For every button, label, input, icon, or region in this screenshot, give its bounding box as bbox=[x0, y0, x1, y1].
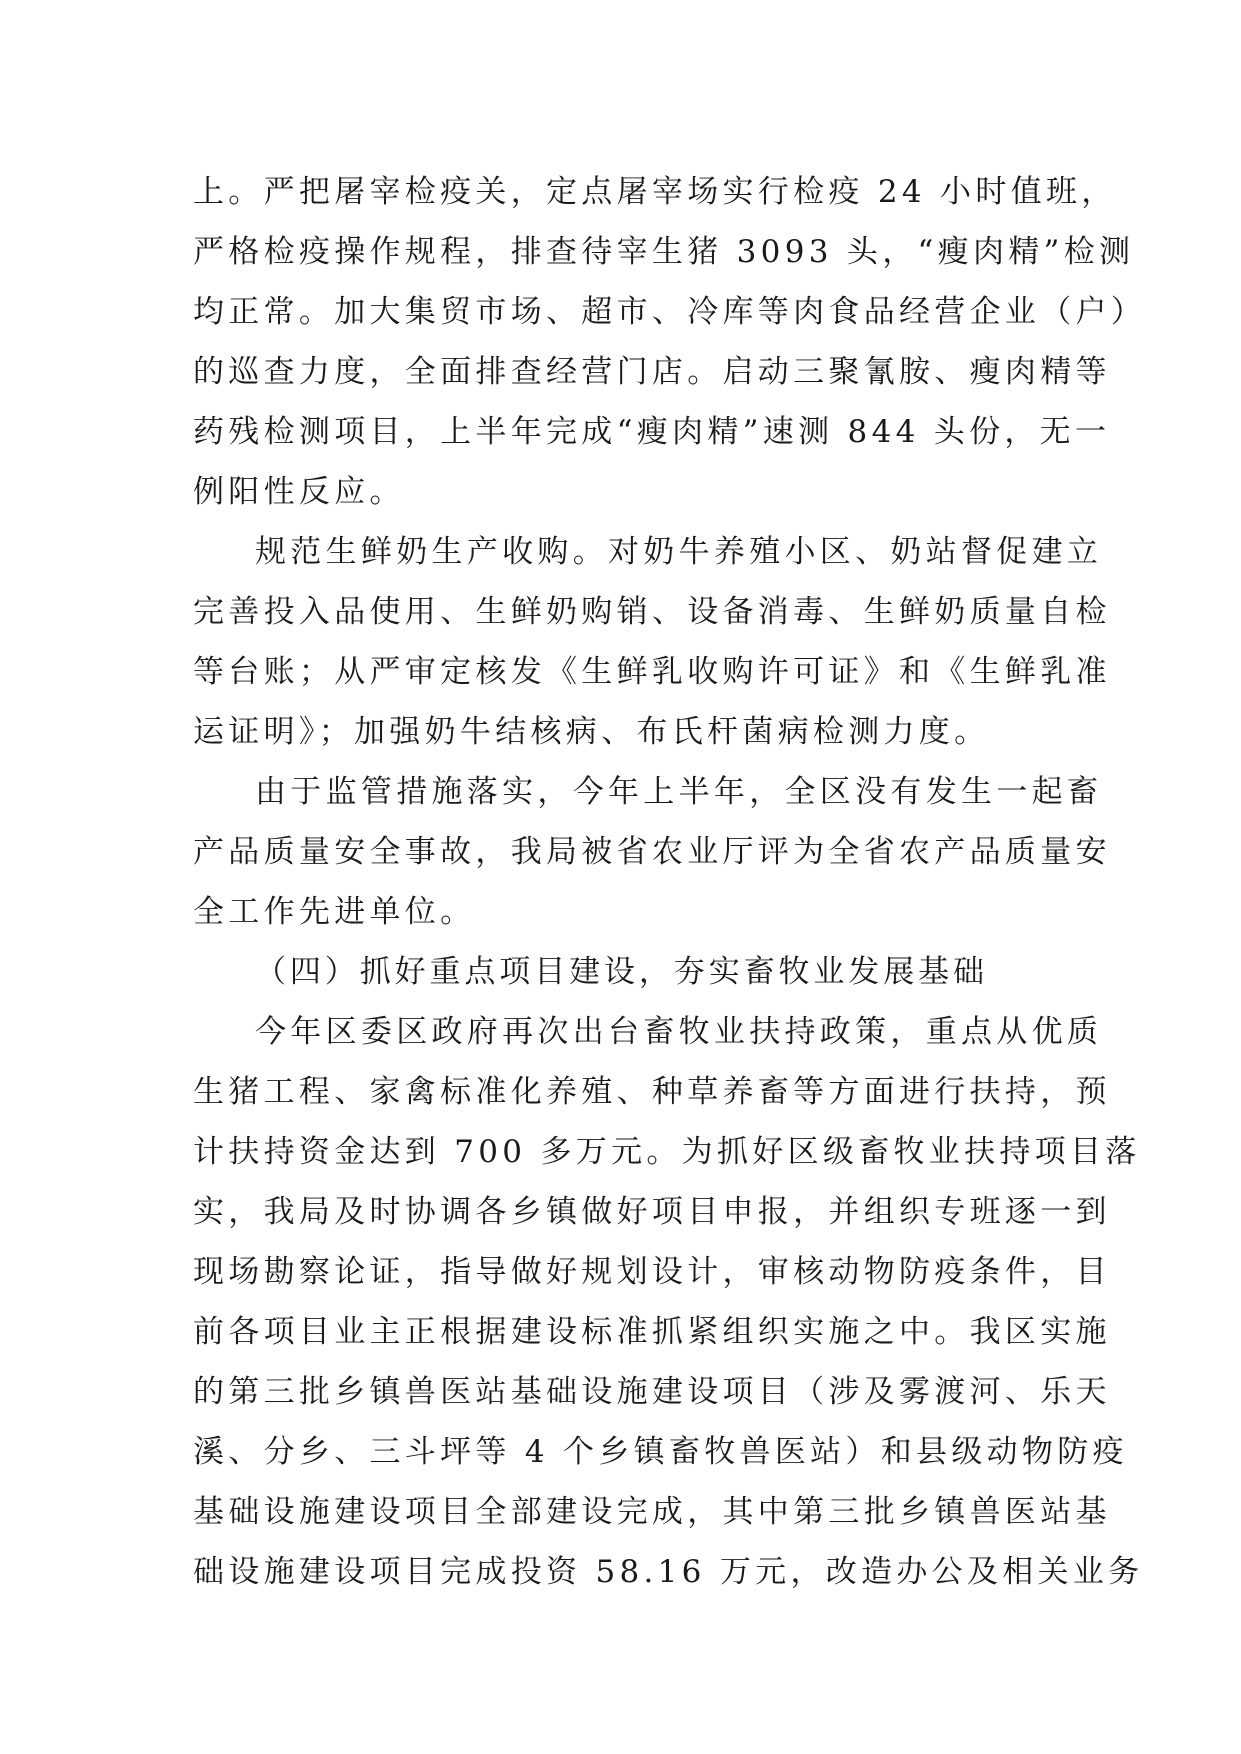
body-text-line: 基础设施建设项目全部建设完成，其中第三批乡镇兽医站基 bbox=[193, 1494, 1111, 1530]
body-text-line: 药残检测项目，上半年完成“瘦肉精”速测 844 头份，无一 bbox=[193, 414, 1111, 450]
body-text-line: 严格检疫操作规程，排查待宰生猪 3093 头，“瘦肉精”检测 bbox=[193, 234, 1135, 270]
body-text-line: 计扶持资金达到 700 多万元。为抓好区级畜牧业扶持项目落 bbox=[193, 1134, 1141, 1170]
body-text-line: 全工作先进单位。 bbox=[193, 894, 476, 930]
body-text-line: 例阳性反应。 bbox=[193, 474, 405, 510]
body-text-line: 现场勘察论证，指导做好规划设计，审核动物防疫条件，目 bbox=[193, 1254, 1111, 1290]
body-text-line: 完善投入品使用、生鲜奶购销、设备消毒、生鲜奶质量自检 bbox=[193, 594, 1111, 630]
paragraph-first-line: 今年区委区政府再次出台畜牧业扶持政策，重点从优质 bbox=[255, 1014, 1103, 1050]
paragraph-first-line: 规范生鲜奶生产收购。对奶牛养殖小区、奶站督促建立 bbox=[255, 534, 1103, 570]
body-text-line: 等台账；从严审定核发《生鲜乳收购许可证》和《生鲜乳准 bbox=[193, 654, 1111, 690]
body-text-line: 础设施建设项目完成投资 58.16 万元，改造办公及相关业务 bbox=[193, 1554, 1144, 1590]
body-text-line: 溪、分乡、三斗坪等 4 个乡镇畜牧兽医站）和县级动物防疫 bbox=[193, 1434, 1128, 1470]
paragraph-first-line: 由于监管措施落实，今年上半年，全区没有发生一起畜 bbox=[255, 774, 1103, 810]
body-text-line: 的巡查力度，全面排查经营门店。启动三聚氰胺、瘦肉精等 bbox=[193, 354, 1111, 390]
body-text-line: 运证明》；加强奶牛结核病、布氏杆菌病检测力度。 bbox=[193, 714, 990, 750]
body-text-line: 的第三批乡镇兽医站基础设施建设项目（涉及雾渡河、乐天 bbox=[193, 1374, 1111, 1410]
body-text-line: 实，我局及时协调各乡镇做好项目申报，并组织专班逐一到 bbox=[193, 1194, 1111, 1230]
body-text-line: 产品质量安全事故，我局被省农业厅评为全省农产品质量安 bbox=[193, 834, 1111, 870]
body-text-line: 前各项目业主正根据建设标准抓紧组织实施之中。我区实施 bbox=[193, 1314, 1111, 1350]
body-text-line: 上。严把屠宰检疫关，定点屠宰场实行检疫 24 小时值班， bbox=[193, 174, 1117, 210]
body-text-line: 均正常。加大集贸市场、超市、冷库等肉食品经营企业（户） bbox=[193, 294, 1147, 330]
body-text-line: 生猪工程、家禽标准化养殖、种草养畜等方面进行扶持，预 bbox=[193, 1074, 1111, 1110]
section-heading: （四）抓好重点项目建设，夯实畜牧业发展基础 bbox=[255, 954, 988, 990]
